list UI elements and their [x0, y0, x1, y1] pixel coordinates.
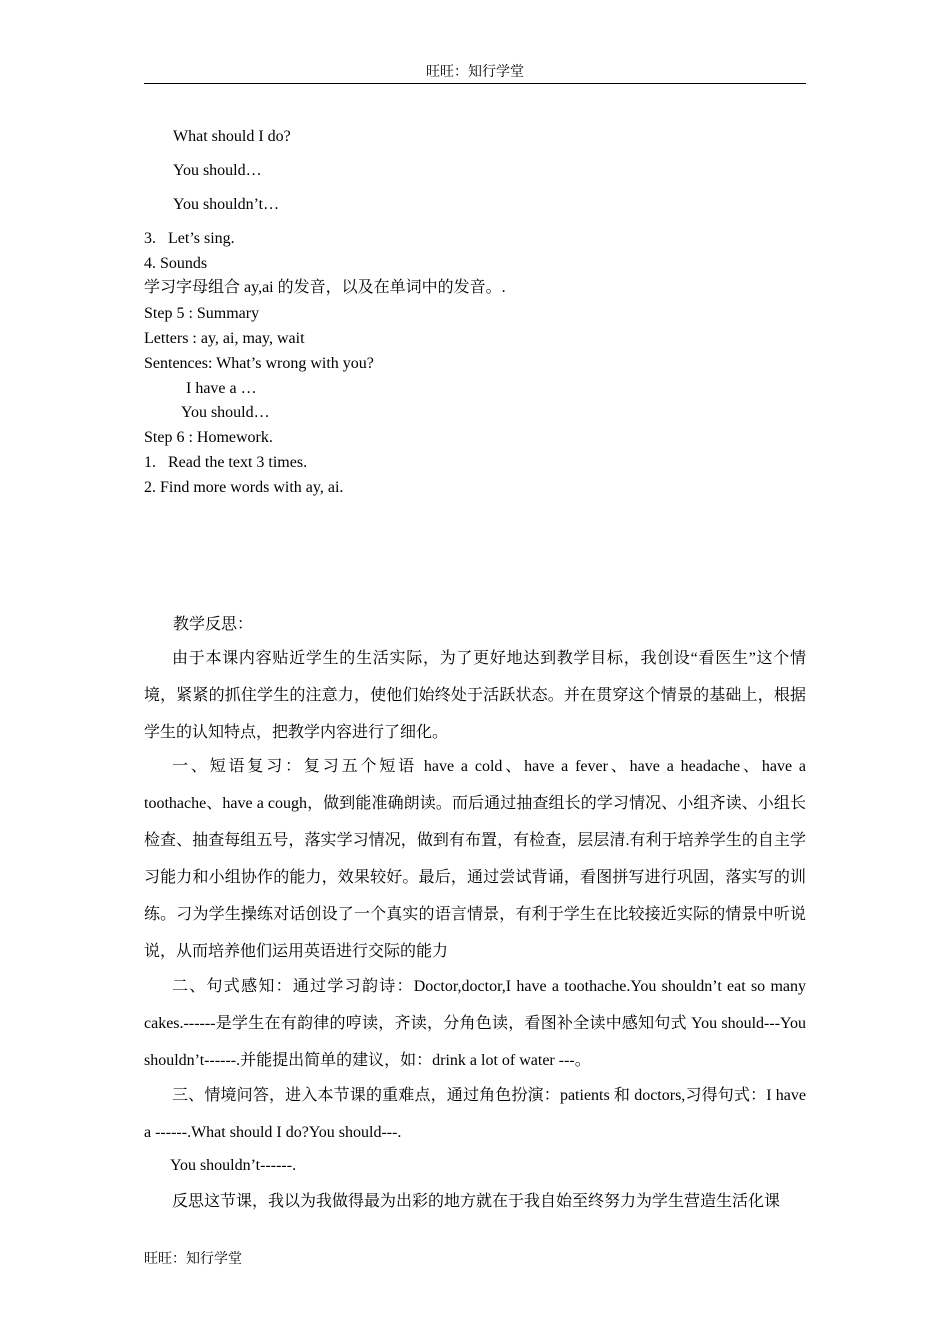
lesson-line: 4. Sounds	[144, 255, 208, 272]
reflection-paragraph: 反思这节课，我以为我做得最为出彩的地方就在于我自始至终努力为学生营造生活化课	[172, 1193, 781, 1210]
lesson-line: You shouldn’t…	[173, 196, 280, 213]
reflection-paragraph: 由于本课内容贴近学生的生活实际，为了更好地达到教学目标，我创设“看医生”这个情境，紧紧的抓住学生的注意力，使他们始终处于活跃状态。并在贯穿这个情景的基础上，根据学生的认知特点，把教学内容进行了细化。	[144, 650, 806, 741]
lesson-line: Step 5 : Summary	[144, 305, 260, 322]
lesson-line: 1. Read the text 3 times.	[144, 454, 308, 471]
reflection-paragraph: 一、短语复习：复习五个短语 have a cold、have a fever、have a headache、have a toothache、have a cough，做到能准确朗读。而后通过抽查组长的学习情况、小组齐读、小组长检查、抽查每组五号，落实学习情况，做到有布置，有检查，层层清.有利于培养学生的自主学习能力和小组协作的能力，效果较好。最后，通过尝试背诵，看图拼写进行巩固，落实写的训练。刁为学生操练对话创设了一个真实的语言情景，有利于学生在比较接近实际的情景中听说说，从而培养他们运用英语进行交际的能力	[144, 758, 806, 960]
lesson-line: I have a …	[186, 380, 257, 397]
lesson-line: 2. Find more words with ay, ai.	[144, 479, 344, 496]
lesson-line: Sentences: What’s wrong with you?	[144, 355, 374, 372]
page-header: 旺旺：知行学堂	[144, 64, 806, 84]
reflection-line: You shouldn’t------.	[170, 1157, 297, 1174]
lesson-line: 学习字母组合 ay,ai 的发音，以及在单词中的发音。.	[144, 279, 506, 296]
lesson-line: What should I do?	[173, 128, 291, 145]
reflection-paragraph: 三、情境问答，进入本节课的重难点，通过角色扮演：patients 和 doctors,习得句式：I have a ------.What should I do?You should---.	[144, 1087, 806, 1141]
reflection-title: 教学反思：	[173, 616, 254, 633]
lesson-line: 3. Let’s sing.	[144, 230, 235, 247]
lesson-line: Letters : ay, ai, may, wait	[144, 330, 305, 347]
lesson-line: You should…	[173, 162, 262, 179]
lesson-line: Step 6 : Homework.	[144, 429, 273, 446]
lesson-line: You should…	[181, 404, 270, 421]
reflection-paragraph: 二、句式感知：通过学习韵诗：Doctor,doctor,I have a toothache.You shouldn’t eat so many cakes.------是学生在有韵律的哼读，齐读，分角色读，看图补全读中感知句式 You should---You shouldn’t------.并能提出简单的建议，如：drink a lot of water ---。	[144, 978, 806, 1069]
page-footer: 旺旺：知行学堂	[144, 1252, 242, 1267]
